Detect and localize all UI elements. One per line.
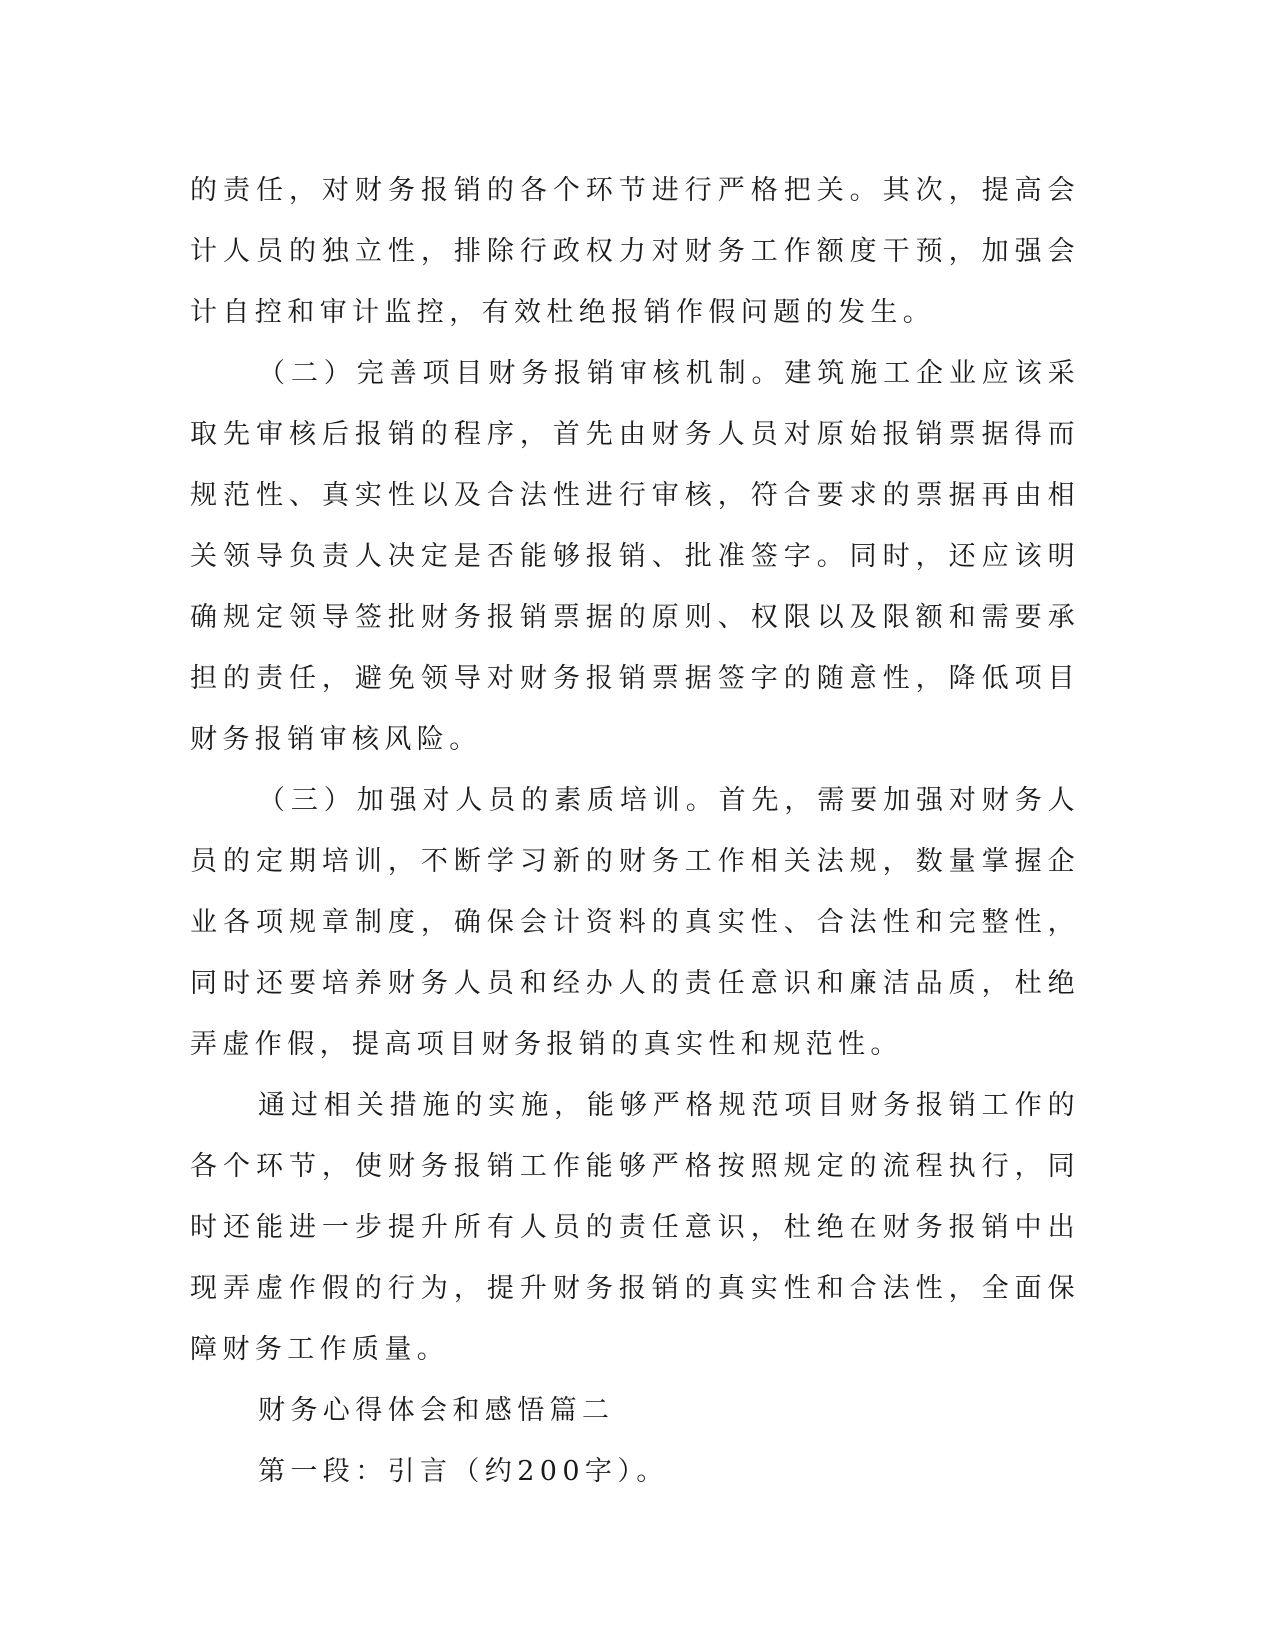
paragraph-continuation: 的责任，对财务报销的各个环节进行严格把关。其次，提高会计人员的独立性，排除行政权力对财务工作额度干预，加强会计自控和审计监控，有效杜绝报销作假问题的发生。	[190, 175, 1080, 328]
paragraph-conclusion: 通过相关措施的实施，能够严格规范项目财务报销工作的各个环节，使财务报销工作能够严格按照规定的流程执行，同时还能进一步提升所有人员的责任意识，杜绝在财务报销中出现弄虚作假的行为，提升财务报销的真实性和合法性，全面保障财务工作质量。	[190, 1090, 1080, 1365]
paragraph-audit-mechanism: （二）完善项目财务报销审核机制。建筑施工企业应该采取先审核后报销的程序，首先由财务人员对原始报销票据得而规范性、真实性以及合法性进行审核，符合要求的票据再由相关领导负责人决定是否能够报销、批准签字。同时，还应该明确规定领导签批财务报销票据的原则、权限以及限额和需要承担的责任，避免领导对财务报销票据签字的随意性，降低项目财务报销审核风险。	[190, 358, 1080, 755]
paragraph-staff-training: （三）加强对人员的素质培训。首先，需要加强对财务人员的定期培训，不断学习新的财务工作相关法规，数量掌握企业各项规章制度，确保会计资料的真实性、合法性和完整性，同时还要培养财务人员和经办人的责任意识和廉洁品质，杜绝弄虚作假，提高项目财务报销的真实性和规范性。	[190, 785, 1080, 1060]
document-body	[190, 160, 1080, 1502]
section-title: 财务心得体会和感悟篇二	[258, 1395, 615, 1426]
subsection-heading: 第一段：引言（约200字）。	[258, 1456, 669, 1487]
